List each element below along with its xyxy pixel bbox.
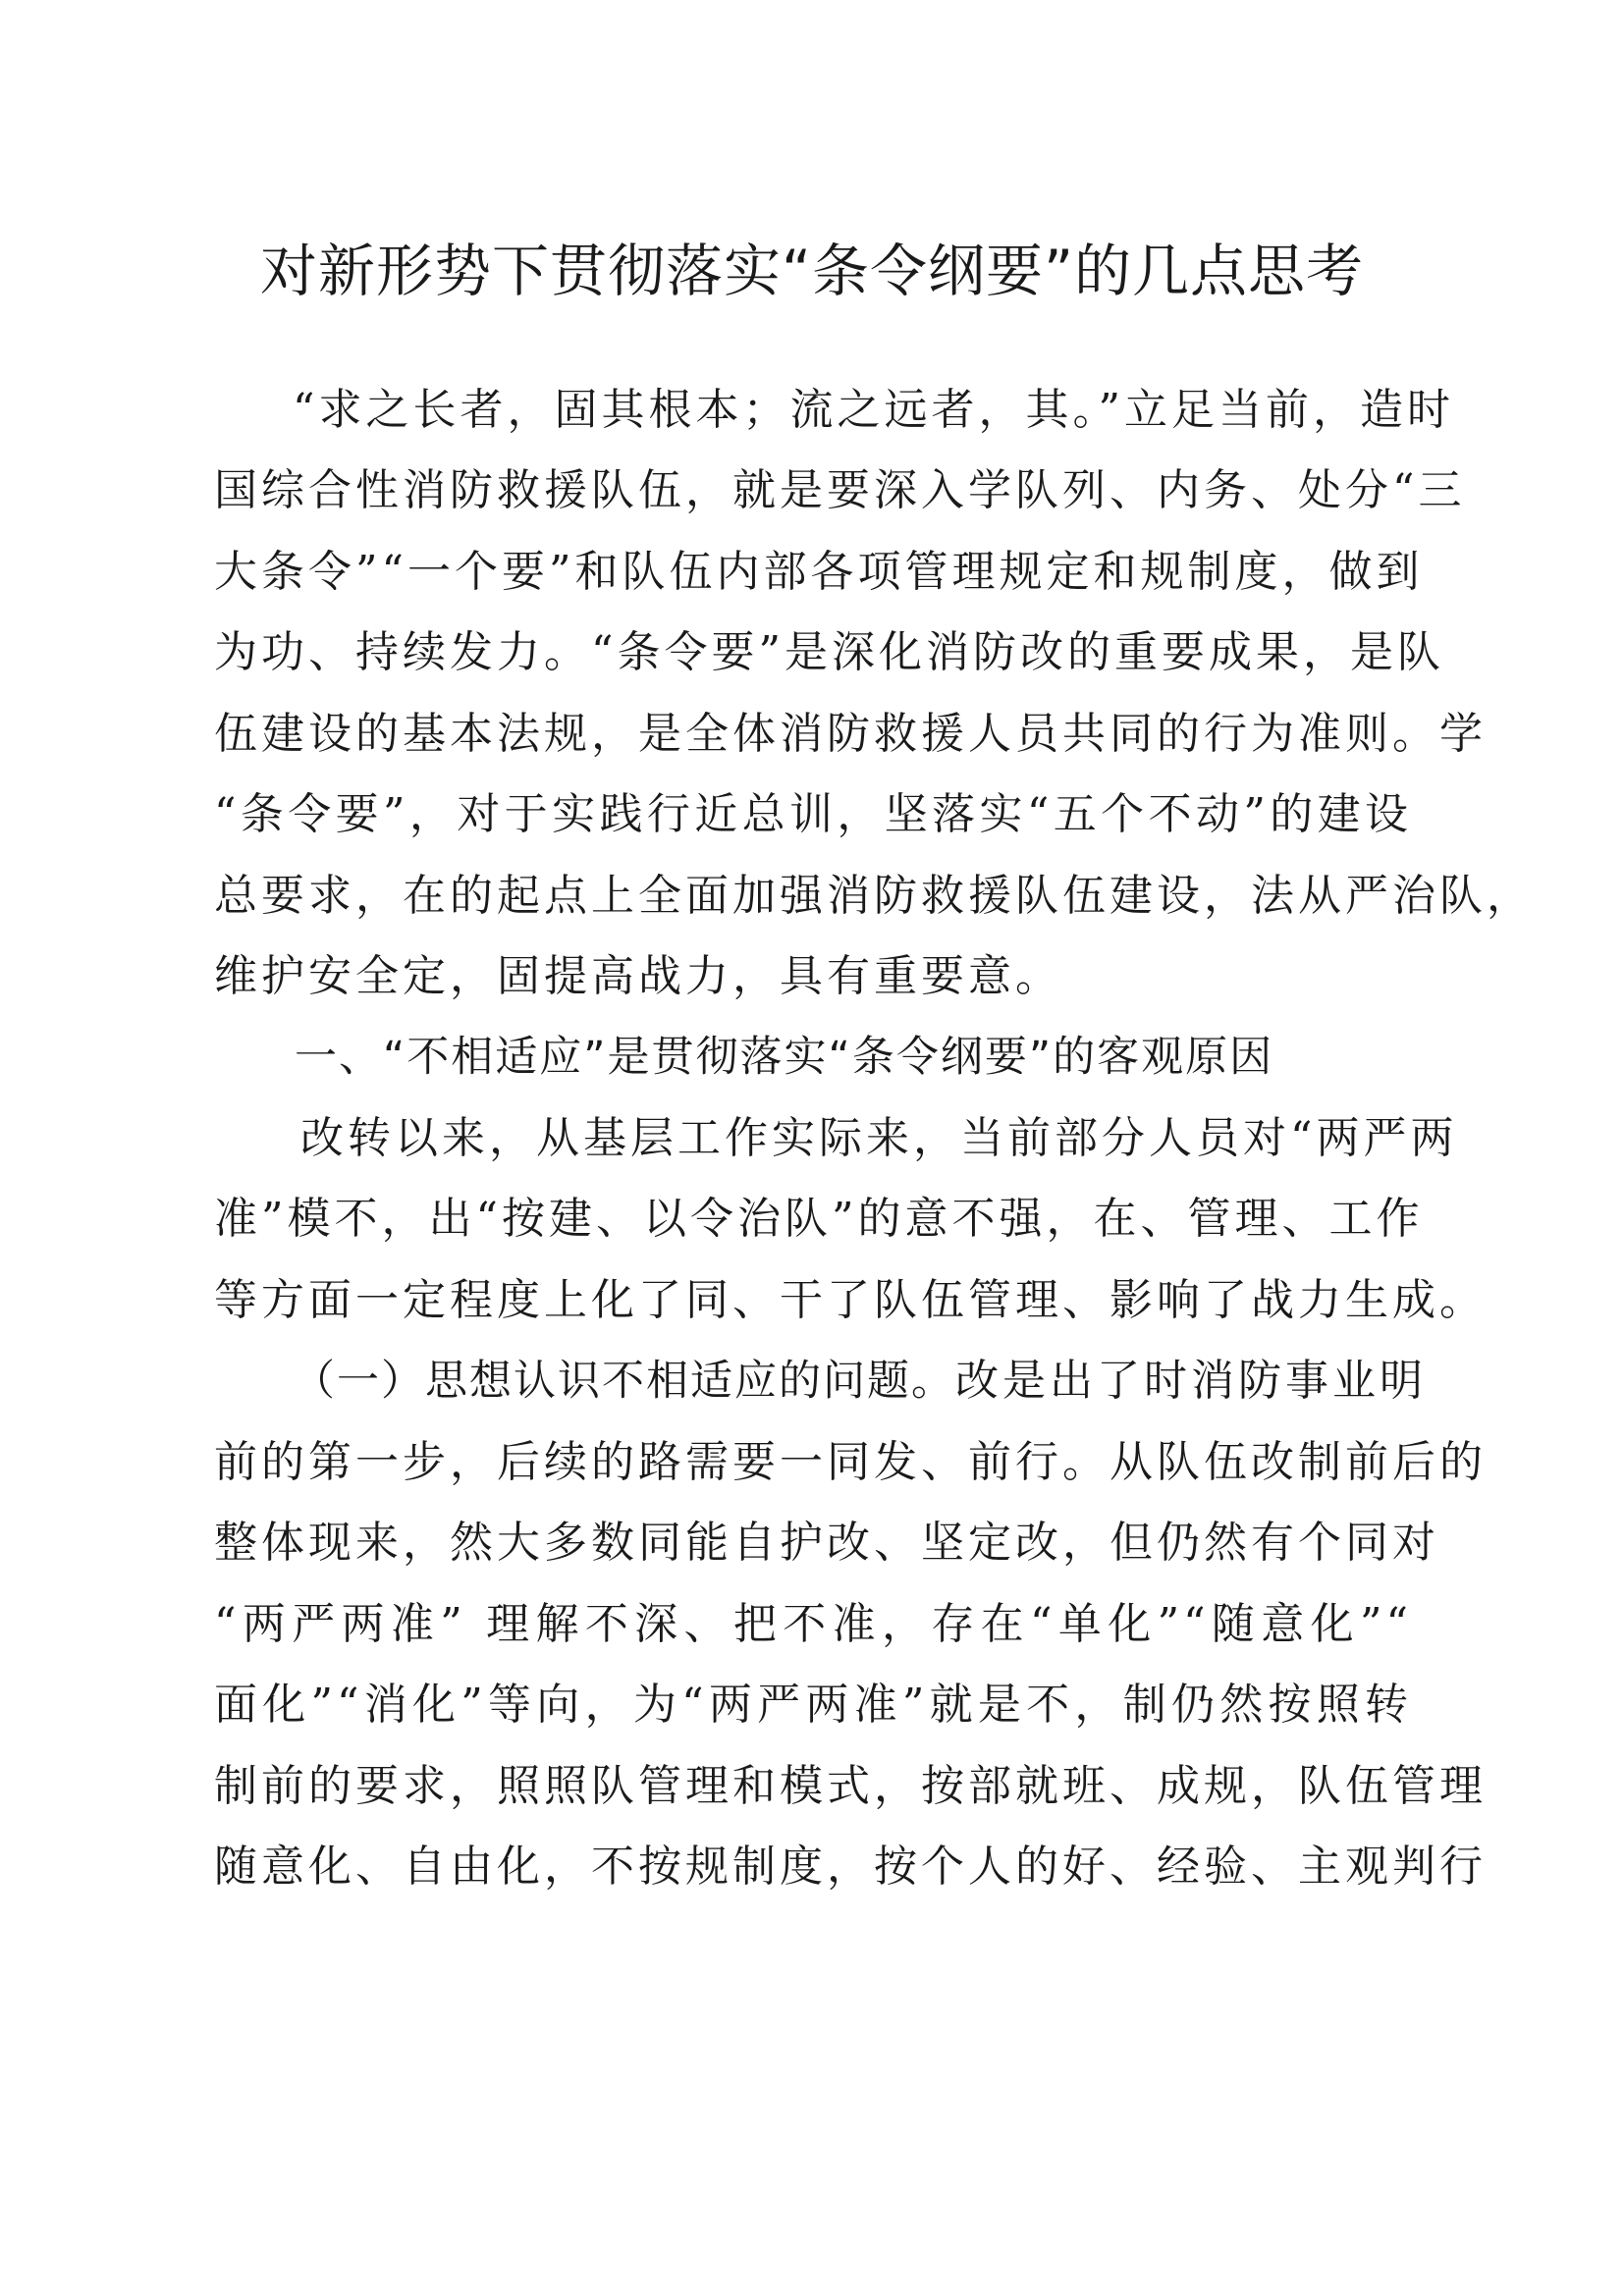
subsection-first-text: 改是出了时消防事业明: [955, 1356, 1427, 1406]
subsection-line: 整体现来，然大多数同能自护改、坚定改，但仍然有个同对: [214, 1518, 1439, 1568]
subsection-line: 面化”“消化”等向，为“两严两准”就是不，制仍然按照转: [214, 1680, 1412, 1730]
subsection-label: （一）思想认识不相适应的问题。: [293, 1357, 955, 1406]
intro-line: 伍建设的基本法规，是全体消防救援人员共同的行为准则。学: [214, 709, 1487, 759]
section-line: 改转以来，从基层工作实际来，当前部分人员对“两严两: [300, 1113, 1458, 1163]
intro-line: 大条令”“一个要”和队伍内部各项管理规定和规制度，做到: [214, 547, 1424, 597]
document-title: 对新形势下贯彻落实“条令纲要”的几点思考: [259, 238, 1365, 304]
intro-line: 为功、持续发力。“条令要”是深化消防改的重要成果，是队: [214, 627, 1444, 677]
section-line: 等方面一定程度上化了同、干了队伍管理、影响了战力生成。: [214, 1275, 1487, 1325]
section-heading: 一、“不相适应”是贯彻落实“条令纲要”的客观原因: [295, 1033, 1274, 1082]
intro-line: 维护安全定，固提高战力，具有重要意。: [214, 951, 1062, 1001]
intro-line: “求之长者，固其根本；流之远者，其。”立足当前，造时: [293, 385, 1454, 435]
subsection-line: 前的第一步，后续的路需要一同发、前行。从队伍改制前后的: [214, 1437, 1487, 1487]
section-line: 准”模不，出“按建、以令治队”的意不强，在、管理、工作: [214, 1194, 1424, 1244]
subsection-first-line: [214, 1352, 1427, 1411]
subsection-line: 制前的要求，照照队管理和模式，按部就班、成规，队伍管理: [214, 1761, 1487, 1811]
subsection-line: 随意化、自由化，不按规制度，按个人的好、经验、主观判行: [214, 1842, 1487, 1892]
intro-line: 国综合性消防救援队伍，就是要深入学队列、内务、处分“三: [214, 465, 1466, 515]
intro-line: 总要求，在的起点上全面加强消防救援队伍建设，法从严治队，: [214, 871, 1534, 921]
subsection-line: “两严两准” 理解不深、把不准，存在“单化”“随意化”“: [214, 1599, 1412, 1649]
intro-line: “条令要”，对于实践行近总训，坚落实“五个不动”的建设: [214, 789, 1412, 839]
